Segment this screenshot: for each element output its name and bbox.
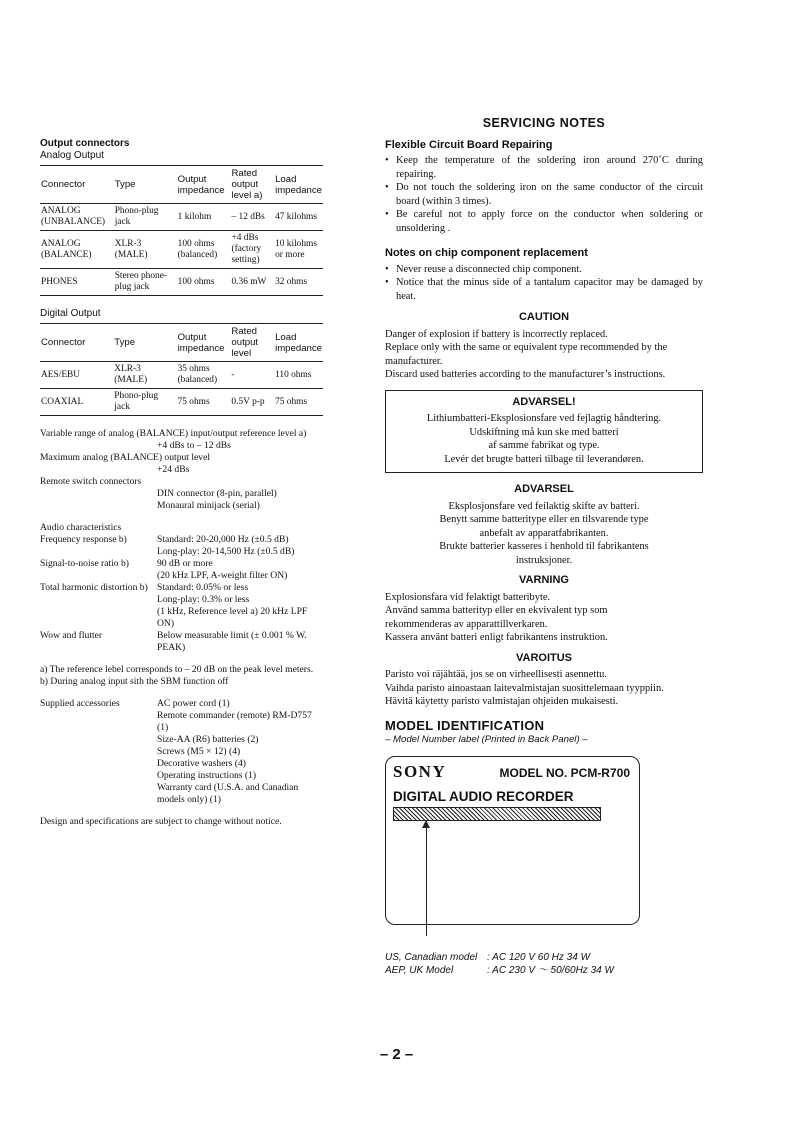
power-region: US, Canadian model — [385, 951, 478, 963]
design-note: Design and specifications are subject to change without notice. — [40, 816, 282, 827]
remote-connector-value: DIN connector (8-pin, parallel) — [157, 488, 277, 499]
power-spec: : AC 120 V 60 Hz 34 W — [487, 951, 591, 963]
table-cell: Phono-plug jack — [114, 204, 177, 231]
table-header: Load impedance — [274, 324, 323, 362]
table-cell: 47 kilohms — [274, 204, 323, 231]
table-cell: – 12 dBs — [230, 204, 274, 231]
table-cell: ANALOG (UNBALANCE) — [40, 204, 114, 231]
table-header: Connector — [40, 166, 114, 204]
sony-logo: SONY — [393, 761, 447, 781]
table-cell: PHONES — [40, 269, 114, 296]
caution-text — [385, 328, 703, 382]
spec-value: Standard: 0.05% or less — [157, 582, 249, 593]
advarsel-dk-box — [385, 390, 703, 474]
table-header-row — [40, 324, 323, 362]
spec-value: Below measurable limit (± 0.001 % W. PEAK) — [157, 630, 307, 653]
table-header-row — [40, 166, 323, 204]
fcb-heading: Flexible Circuit Board Repairing — [385, 138, 553, 151]
power-row — [385, 951, 703, 964]
table-cell: 1 kilohm — [177, 204, 231, 231]
warning-line: anbefalt av apparatfabrikanten. — [479, 527, 609, 539]
warning-line: Använd samma batterityp eller en ekvivalent typ som — [385, 605, 608, 616]
table-cell: +4 dBs (factory setting) — [230, 231, 274, 269]
digital-output-subheading: Digital Output — [40, 308, 101, 319]
chip-list — [385, 263, 703, 304]
model-number: MODEL NO. PCM-R700 — [499, 765, 630, 780]
table-row — [40, 269, 323, 296]
arrow-line — [426, 820, 427, 936]
digital-output-table — [40, 323, 323, 416]
arrow-up-icon — [422, 820, 430, 828]
warning-line: Lithiumbatteri-Eksplosionsfare ved fejlagtig håndtering. — [426, 413, 662, 424]
thd-row — [40, 582, 323, 630]
variable-range-label: Variable range of analog (BALANCE) input/output reference level a) — [40, 428, 307, 439]
table-row — [40, 362, 323, 389]
footnote-b: b) During analog input sith the SBM function off — [40, 676, 229, 687]
table-cell: - — [230, 362, 274, 389]
warning-line: Kassera använt batteri enligt fabrikantens instruktion. — [385, 632, 608, 643]
max-level-label: Maximum analog (BALANCE) output level — [40, 452, 210, 463]
table-header: Rated output level a) — [230, 166, 274, 204]
table-cell: 100 ohms (balanced) — [177, 231, 231, 269]
table-cell: 100 ohms — [177, 269, 231, 296]
spec-value: Long-play: 0.3% or less — [157, 594, 250, 605]
table-cell: 10 kilohms or more — [274, 231, 323, 269]
variable-range-value: +4 dBs to – 12 dBs — [157, 440, 231, 451]
table-cell: 0.5V p-p — [230, 389, 274, 416]
specifications-column — [40, 138, 323, 828]
list-item: Decorative washers (4) — [157, 758, 246, 769]
max-level-value: +24 dBs — [157, 464, 190, 475]
caution-line: Discard used batteries according to the manufacturer’s instructions. — [385, 369, 666, 380]
warning-line: Hävitä käytetty paristo valmistajan ohjeiden mukaisesti. — [385, 696, 619, 707]
warning-line: Explosionsfara vid felaktigt batteribyte. — [385, 591, 551, 603]
table-header: Output impedance — [177, 324, 231, 362]
varning-text — [385, 591, 703, 645]
power-region: AEP, UK Model — [385, 964, 454, 976]
warning-line: af samme fabrikat og type. — [488, 440, 600, 451]
list-item: Remote commander (remote) RM-D757 (1) — [157, 710, 312, 733]
table-row — [40, 389, 323, 416]
table-cell: 110 ohms — [274, 362, 323, 389]
spec-value: Long-play: 20-14,500 Hz (±0.5 dB) — [157, 546, 295, 557]
spec-value: (1 kHz, Reference level a) 20 kHz LPF ON) — [157, 606, 308, 629]
table-cell: Phono-plug jack — [113, 389, 176, 416]
table-cell: 32 ohms — [274, 269, 323, 296]
caution-heading: CAUTION — [518, 311, 570, 323]
supplied-accessories-row — [40, 698, 323, 806]
footnote-a: a) The reference lebel corresponds to – 20 dB on the peak level meters. — [40, 664, 314, 675]
wow-flutter-row — [40, 630, 323, 654]
table-row — [40, 231, 323, 269]
warning-line: instruksjoner. — [515, 554, 573, 566]
analog-output-table — [40, 165, 323, 296]
list-item: AC power cord (1) — [157, 698, 230, 709]
warning-line: Udskiftning må kun ske med batteri — [469, 426, 619, 438]
list-item: Operating instructions (1) — [157, 770, 257, 781]
warning-line: Eksplosjonsfare ved feilaktig skifte av batteri. — [448, 500, 640, 512]
warning-line: rekommenderas av apparattillverkaren. — [385, 618, 548, 630]
spec-label: Signal-to-noise ratio b) — [40, 558, 129, 569]
list-item: • Do not touch the soldering iron on the same conductor of the circuit board (within 3 times). — [385, 181, 703, 208]
model-identification-heading: MODEL IDENTIFICATION — [385, 717, 545, 733]
list-item: Screws (M5 × 12) (4) — [157, 746, 241, 757]
warning-line: Paristo voi räjähtää, jos se on virheellisesti asennettu. — [385, 669, 607, 680]
list-item: Size-AA (R6) batteries (2) — [157, 734, 259, 745]
table-cell: 75 ohms — [177, 389, 231, 416]
caution-line: Danger of explosion if battery is incorrectly replaced. — [385, 328, 608, 340]
table-cell: 0.36 mW — [230, 269, 274, 296]
table-header: Load impedance — [274, 166, 323, 204]
varoitus-text — [385, 668, 703, 709]
spec-value: 90 dB or more — [157, 558, 213, 569]
warning-line: Levér det brugte batteri tilbage til leverandøren. — [444, 453, 644, 465]
table-header: Connector — [40, 324, 113, 362]
product-name: DIGITAL AUDIO RECORDER — [393, 788, 574, 804]
table-header: Type — [114, 166, 177, 204]
varoitus-heading: VAROITUS — [515, 651, 573, 664]
spec-value: Standard: 20-20,000 Hz (±0.5 dB) — [157, 534, 289, 545]
list-item: Warranty card (U.S.A. and Canadian models only) (1) — [157, 782, 299, 805]
fcb-list — [385, 154, 703, 235]
table-cell: AES/EBU — [40, 362, 113, 389]
power-spec: : AC 230 V ～ 50/60Hz 34 W — [487, 964, 614, 976]
advarsel-no-section — [385, 483, 703, 567]
spec-value: (20 kHz LPF, A-weight filter ON) — [157, 570, 288, 581]
list-item: • Notice that the minus side of a tantalum capacitor may be damaged by heat. — [385, 276, 703, 303]
frequency-response-row — [40, 534, 323, 558]
page-number: – 2 – — [379, 1046, 414, 1063]
servicing-notes-title: SERVICING NOTES — [482, 116, 606, 130]
table-header: Type — [113, 324, 176, 362]
table-header: Output impedance — [177, 166, 231, 204]
advarsel-no-heading: ADVARSEL — [514, 483, 574, 495]
varning-heading: VARNING — [519, 574, 569, 586]
spec-label: Frequency response b) — [40, 534, 127, 545]
table-cell: XLR-3 (MALE) — [113, 362, 176, 389]
power-ratings — [385, 951, 703, 977]
table-cell: ANALOG (BALANCE) — [40, 231, 114, 269]
spec-label: Supplied accessories — [40, 698, 120, 709]
warning-line: Benytt samme batteritype eller en tilsvarende type — [439, 514, 649, 525]
table-cell: XLR-3 (MALE) — [114, 231, 177, 269]
warning-line: Brukte batterier kasseres i henhold til fabrikantens — [439, 541, 649, 552]
list-item: • Never reuse a disconnected chip component. — [385, 263, 703, 277]
power-row — [385, 964, 703, 977]
table-cell: 35 ohms (balanced) — [177, 362, 231, 389]
table-cell: 75 ohms — [274, 389, 323, 416]
list-item: • Be careful not to apply force on the conductor when soldering or unsoldering . — [385, 208, 703, 235]
audio-characteristics-heading: Audio characteristics — [40, 522, 122, 533]
remote-connectors-label: Remote switch connectors — [40, 476, 142, 487]
caution-line: Replace only with the same or equivalent type recommended by the manufacturer. — [385, 342, 668, 367]
spec-label: Wow and flutter — [40, 630, 103, 641]
spec-label: Total harmonic distortion b) — [40, 582, 148, 593]
advarsel-dk-heading: ADVARSEL! — [512, 395, 576, 408]
table-header: Rated output level — [230, 324, 274, 362]
table-row — [40, 204, 323, 231]
remote-connector-value: Monaural minijack (serial) — [157, 500, 260, 511]
output-connectors-heading: Output connectors — [40, 138, 130, 149]
model-label-illustration — [385, 756, 640, 925]
hatched-area — [393, 807, 601, 821]
analog-output-subheading: Analog Output — [40, 150, 104, 161]
warning-line: Vaihda paristo ainoastaan laitevalmistajan suosittelemaan tyyppiin. — [385, 682, 664, 694]
table-cell: Stereo phone-plug jack — [114, 269, 177, 296]
table-cell: COAXIAL — [40, 389, 113, 416]
snr-row — [40, 558, 323, 582]
chip-heading: Notes on chip component replacement — [385, 247, 588, 259]
list-item: • Keep the temperature of the soldering iron around 270˚C during repairing. — [385, 154, 703, 181]
model-identification-subtitle: – Model Number label (Printed in Back Panel) – — [385, 734, 588, 745]
servicing-column — [385, 117, 703, 977]
